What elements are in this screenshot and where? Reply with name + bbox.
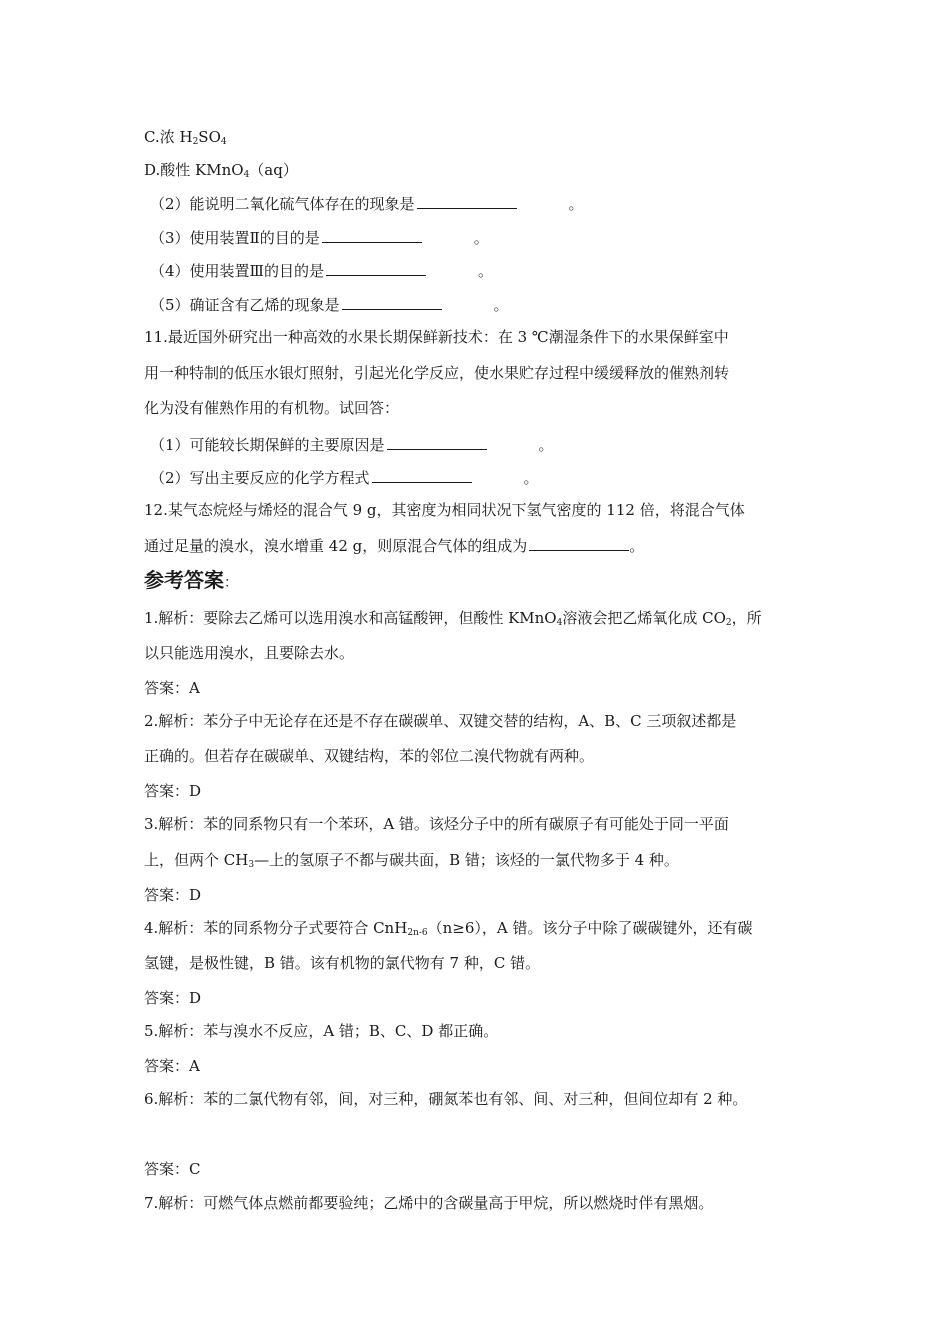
q10-part-5 [150, 294, 509, 315]
subscript: 2 [725, 618, 732, 628]
answer-3-line-1: 3.解析：苯的同系物只有一个苯环，A 错。该烃分子中的所有碳原子有可能处于同一平面 [144, 815, 729, 833]
answer-6-result: 答案：C [144, 1160, 201, 1178]
answer-text: 上，但两个 CH [144, 851, 249, 869]
period: 。 [493, 296, 509, 314]
option-d-text: D.酸性 KMnO [144, 161, 244, 179]
answer-2-line-2: 正确的。但若存在碳碳单、双键结构，苯的邻位二溴代物就有两种。 [144, 747, 595, 765]
answer-blank [387, 434, 487, 450]
answer-1-line-1 [144, 608, 762, 628]
period: 。 [478, 262, 494, 280]
answer-3-result: 答案：D [144, 886, 202, 904]
q10-part-5-text: （5）确证含有乙烯的现象是 [150, 296, 340, 314]
q11-part-2 [150, 467, 539, 488]
answer-blank [326, 260, 426, 276]
option-c-text: C.浓 H [144, 128, 193, 146]
answer-blank [417, 193, 517, 209]
q12-line-2 [144, 535, 644, 556]
subscript: 2n-6 [407, 928, 428, 938]
answer-5-line-1: 5.解析：苯与溴水不反应，A 错；B、C、D 都正确。 [144, 1022, 499, 1040]
answer-4-line-1 [144, 918, 753, 938]
answer-text: （n≥6），A 错。该分子中除了碳碳键外，还有碳 [427, 919, 753, 937]
answer-blank [372, 467, 472, 483]
q11-part-2-text: （2）写出主要反应的化学方程式 [150, 469, 370, 487]
answer-1-line-2: 以只能选用溴水，且要除去水。 [144, 644, 355, 662]
answer-6-line-1: 6.解析：苯的二氯代物有邻，间，对三种，硼氮苯也有邻、间、对三种，但间位却有 2 种。 [144, 1090, 748, 1108]
q12-line-2-text: 通过足量的溴水，溴水增重 42 g，则原混合气体的组成为 [144, 537, 528, 555]
subscript: 3 [248, 860, 255, 870]
period: 。 [538, 436, 554, 454]
answer-text: 1.解析：要除去乙烯可以选用溴水和高锰酸钾，但酸性 KMnO [144, 609, 557, 627]
subscript: 2 [192, 137, 199, 147]
answer-blank [342, 294, 442, 310]
answer-3-line-2 [144, 850, 679, 870]
period: 。 [473, 229, 489, 247]
q10-part-4-text: （4）使用装置Ⅲ的目的是 [150, 262, 325, 280]
option-c [144, 127, 227, 147]
q11-part-1 [150, 434, 554, 455]
answer-blank [322, 227, 422, 243]
answer-2-result: 答案：D [144, 782, 202, 800]
subscript: 4 [556, 618, 563, 628]
answer-1-result: 答案：A [144, 679, 200, 697]
q11-line-1: 11.最近国外研究出一种高效的水果长期保鲜新技术：在 3 ℃潮湿条件下的水果保鲜室中 [144, 328, 729, 346]
answer-text: 溶液会把乙烯氧化成 CO [562, 609, 726, 627]
answer-text: 4.解析：苯的同系物分子式要符合 CnH [144, 919, 408, 937]
q10-part-2-text: （2）能说明二氧化硫气体存在的现象是 [150, 195, 415, 213]
q10-part-2 [150, 193, 584, 214]
answer-4-result: 答案：D [144, 989, 202, 1007]
q12-line-1: 12.某气态烷烃与烯烃的混合气 9 g，其密度为相同状况下氢气密度的 112 倍，将混合气体 [144, 501, 745, 519]
option-c-formula: SO [198, 128, 221, 146]
q11-line-3: 化为没有催熟作用的有机物。试回答： [144, 399, 400, 417]
answer-text: ，所 [731, 609, 762, 627]
subscript: 4 [243, 170, 250, 180]
option-d [144, 160, 298, 180]
q11-line-2: 用一种特制的低压水银灯照射，引起光化学反应，使水果贮存过程中缓缓释放的催熟剂转 [144, 364, 730, 382]
option-d-suffix: （aq） [249, 161, 298, 179]
answer-5-result: 答案：A [144, 1057, 200, 1075]
period: 。 [523, 469, 539, 487]
answer-2-line-1: 2.解析：苯分子中无论存在还是不存在碳碳单、双键交替的结构，A、B、C 三项叙述都是 [144, 712, 737, 730]
heading-colon: ： [224, 575, 238, 591]
period: 。 [568, 195, 584, 213]
answer-blank [529, 535, 629, 551]
q10-part-3 [150, 227, 489, 248]
answer-4-line-2: 氢键，是极性键，B 错。该有机物的氯代物有 7 种，C 错。 [144, 954, 541, 972]
period: 。 [629, 537, 645, 555]
subscript: 4 [220, 137, 227, 147]
q10-part-3-text: （3）使用装置Ⅱ的目的是 [150, 229, 320, 247]
answers-heading-text: 参考答案 [144, 568, 224, 592]
answers-heading [144, 567, 238, 596]
q10-part-4 [150, 260, 493, 281]
answer-text: —上的氢原子不都与碳共面，B 错；该烃的一氯代物多于 4 种。 [254, 851, 679, 869]
answer-7-line-1: 7.解析：可燃气体点燃前都要验纯；乙烯中的含碳量高于甲烷，所以燃烧时伴有黑烟。 [144, 1194, 714, 1212]
q11-part-1-text: （1）可能较长期保鲜的主要原因是 [150, 436, 385, 454]
